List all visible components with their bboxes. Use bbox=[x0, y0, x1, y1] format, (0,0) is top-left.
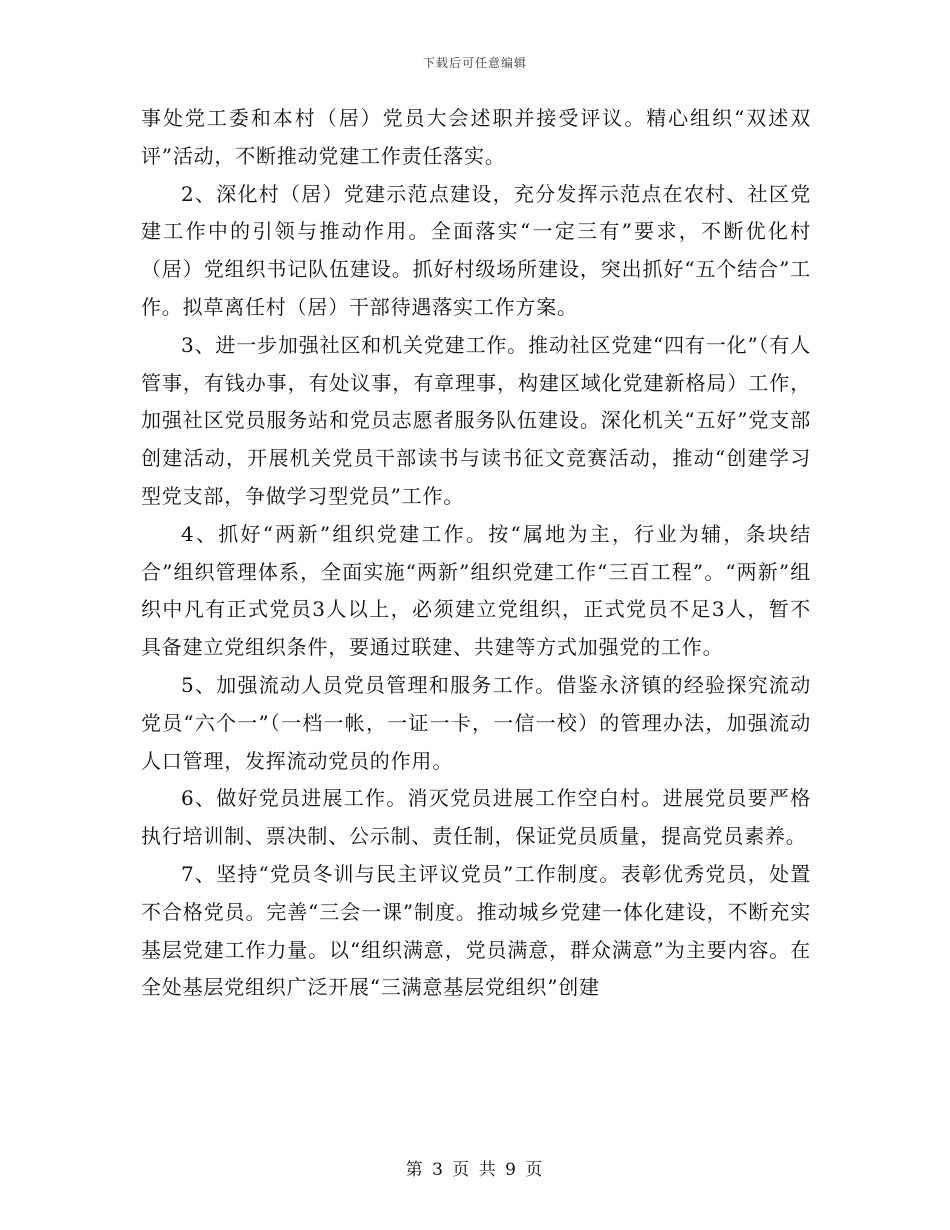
paragraph-item-7: 7、坚持“党员冬训与民主评议党员”工作制度。表彰优秀党员，处置不合格党员。完善“三会一课”制度。推动城乡党建一体化建设，不断充实基层党建工作力量。以“组织满意，党员满意，群众满意”为主要内容。在全处基层党组织广泛开展“三满意基层党组织”创建 bbox=[141, 861, 811, 1000]
page-footer: 第 3 页 共 9 页 bbox=[405, 1160, 545, 1180]
paragraph-item-4: 4、抓好“两新”组织党建工作。按“属地为主，行业为辅，条块结合”组织管理体系，全面实施“两新”组织党建工作“三百工程”。“两新”组织中凡有正式党员3人以上，必须建立党组织，正式党员不足3人，暂不具备建立党组织条件，要通过联建、共建等方式加强党的工作。 bbox=[141, 521, 811, 660]
paragraph-item-3: 3、进一步加强社区和机关党建工作。推动社区党建“四有一化”（有人管事，有钱办事，有处议事，有章理事，构建区域化党建新格局）工作，加强社区党员服务站和党员志愿者服务队伍建设。深化机关“五好”党支部创建活动，开展机关党员干部读书与读书征文竞赛活动，推动“创建学习型党支部，争做学习型党员”工作。 bbox=[141, 332, 811, 508]
paragraph-item-2: 2、深化村（居）党建示范点建设，充分发挥示范点在农村、社区党建工作中的引领与推动作用。全面落实“一定三有”要求，不断优化村（居）党组织书记队伍建设。抓好村级场所建设，突出抓好“五个结合”工作。拟草离任村（居）干部待遇落实工作方案。 bbox=[141, 181, 811, 319]
paragraph-item-6: 6、做好党员进展工作。消灭党员进展工作空白村。进展党员要严格执行培训制、票决制、公示制、责任制，保证党员质量，提高党员素养。 bbox=[141, 786, 811, 849]
document-body bbox=[141, 100, 811, 1007]
page-header: 下载后可任意编辑 bbox=[422, 56, 527, 70]
paragraph-continued: 事处党工委和本村（居）党员大会述职并接受评议。精心组织“双述双评”活动，不断推动党建工作责任落实。 bbox=[141, 106, 811, 168]
paragraph-item-5: 5、加强流动人员党员管理和服务工作。借鉴永济镇的经验探究流动党员“六个一”（一档一帐，一证一卡，一信一校）的管理办法，加强流动人口管理，发挥流动党员的作用。 bbox=[141, 672, 811, 773]
